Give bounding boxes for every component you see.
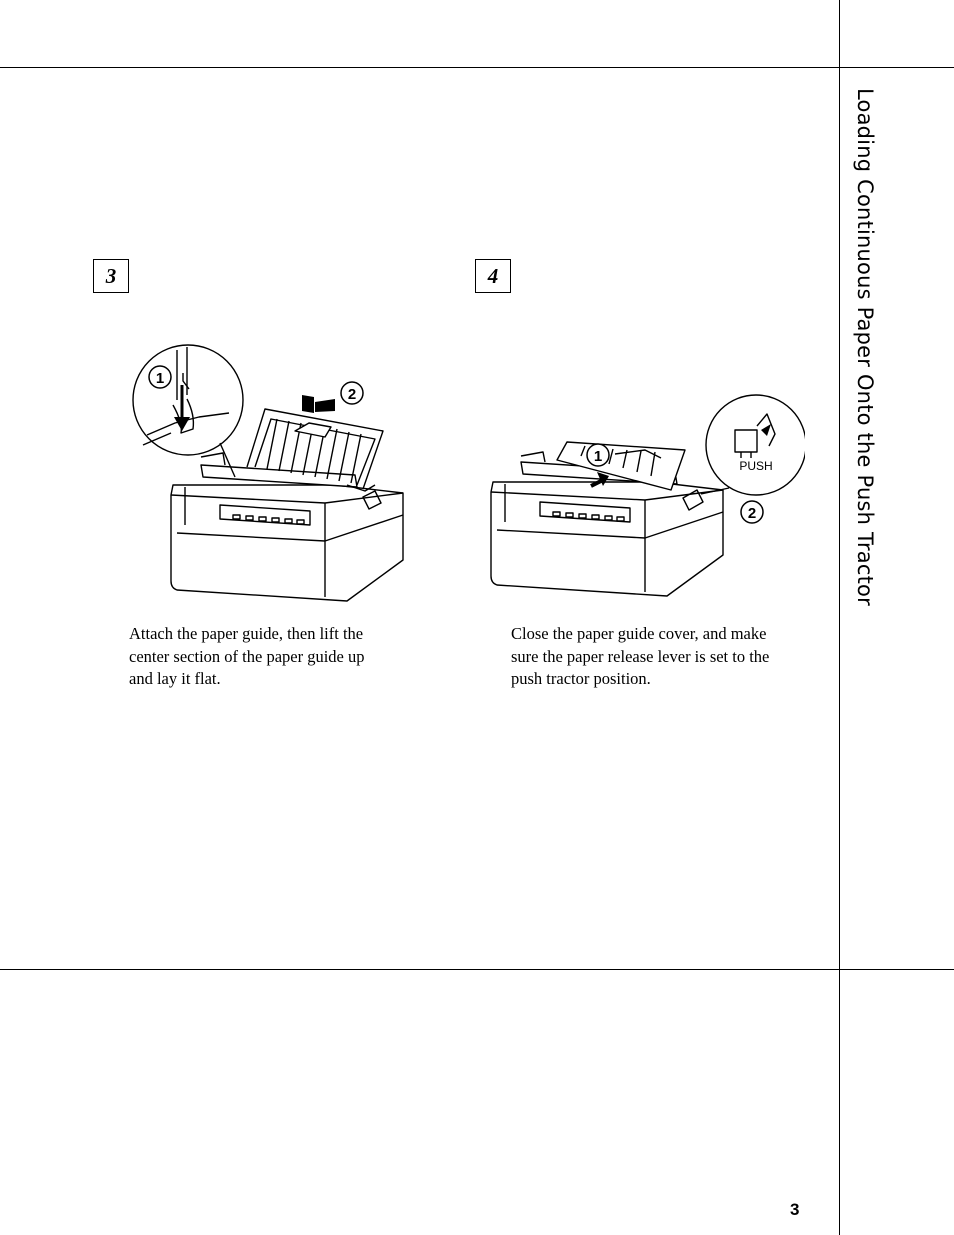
- step-4-caption-line: Close the paper guide cover, and make: [511, 624, 767, 643]
- step-3-number: 3: [93, 259, 129, 293]
- section-title: Loading Continuous Paper Onto the Push Tractor: [853, 88, 877, 606]
- step-3-illustration: [125, 335, 415, 610]
- margin-rule: [839, 0, 840, 1235]
- page-number: 3: [790, 1200, 800, 1219]
- step-3-caption: [129, 623, 365, 691]
- step-4-callout-1: 1: [593, 448, 603, 465]
- step-4-caption: [511, 623, 769, 691]
- step-4-callout-2: 2: [747, 505, 757, 522]
- step-3-callout-1: 1: [155, 370, 165, 387]
- step-4-caption-line: push tractor position.: [511, 669, 651, 688]
- step-3-caption-line: and lay it flat.: [129, 669, 221, 688]
- step-3-caption-line: Attach the paper guide, then lift the: [129, 624, 364, 643]
- push-label: PUSH: [739, 459, 773, 473]
- bottom-rule: [0, 969, 954, 970]
- step-3-callout-2: 2: [347, 386, 357, 403]
- step-3-caption-line: center section of the paper guide up: [129, 646, 365, 666]
- step-4-illustration: [485, 390, 805, 605]
- step-4-caption-line: sure the paper release lever is set to the: [511, 646, 770, 666]
- step-4-number: 4: [475, 259, 511, 293]
- top-rule: [0, 67, 954, 68]
